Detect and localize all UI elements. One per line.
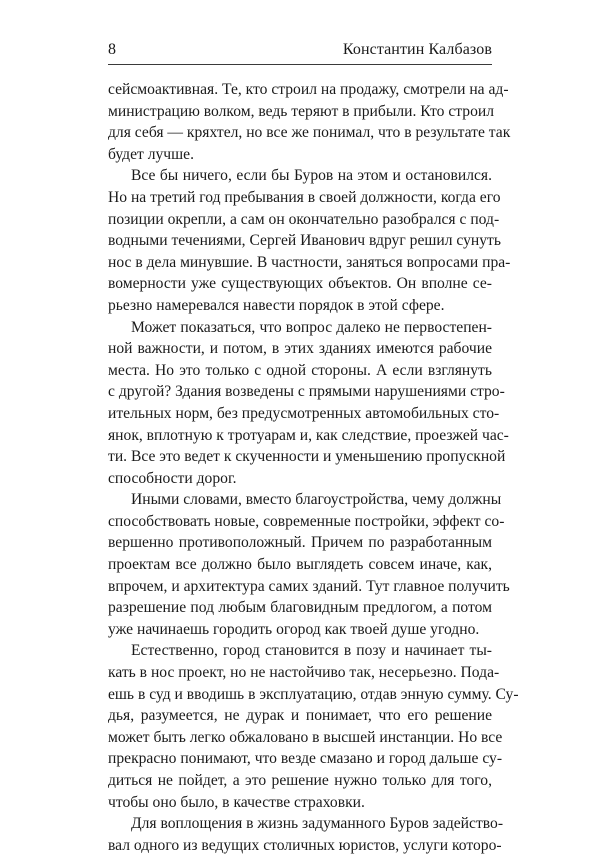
text-line: ной важности, и потом, в этих зданиях имеются рабочие [108, 340, 492, 358]
text-line: вал одного из ведущих столичных юристов, услуги которо- [108, 836, 502, 854]
text-line: Естественно, город становится в позу и начинает ты- [131, 642, 492, 660]
text-line: проектам все должно было выглядеть совсем иначе, как, [108, 556, 492, 574]
text-line: впрочем, и архитектура самих зданий. Тут главное получить [108, 577, 510, 595]
text-line: водными течениями, Сергей Иванович вдруг решил сунуть [108, 232, 501, 250]
text-line: ешь в суд и вводишь в эксплуатацию, отдав энную сумму. Су- [108, 685, 519, 703]
text-line: способствовать новые, современные постройки, эффект со- [108, 512, 505, 530]
text-line: для себя — кряхтел, но все же понимал, что в результате так [108, 124, 511, 142]
text-line: рьезно намеревался навести порядок в этой сфере. [108, 296, 445, 314]
text-line: ти. Все это ведет к скученности и уменьшению пропускной [108, 448, 506, 466]
text-line: ительных норм, без предусмотренных автомобильных сто- [108, 404, 500, 422]
page-header [108, 38, 492, 65]
text-line: Для воплощения в жизнь задуманного Буров задейство- [131, 815, 504, 833]
text-line: диться не пойдет, а это решение нужно только для того, [108, 772, 492, 789]
text-line: с другой? Здания возведены с прямыми нарушениями стро- [108, 383, 505, 401]
body-text [108, 79, 519, 856]
text-line: Все бы ничего, если бы Буров на этом и остановился. [131, 167, 492, 185]
running-head-author: Константин Калбазов [342, 41, 492, 58]
text-line: чтобы оно было, в качестве страховки. [108, 793, 365, 811]
text-line: Может показаться, что вопрос далеко не первостепен- [131, 318, 492, 336]
text-line: министрацию волком, ведь теряют в прибыли. Кто строил [108, 102, 494, 120]
text-line: Иными словами, вместо благоустройства, чему должны [131, 491, 502, 509]
text-line: вершенно противоположный. Причем по разработанным [108, 534, 492, 552]
text-line: будет лучше. [108, 145, 194, 163]
text-line: разрешение под любым благовидным предлогом, а потом [108, 599, 492, 617]
text-line: дья, разумеется, не дурак и понимает, что его решение [108, 707, 492, 725]
text-line: нос в дела минувшие. В частности, заняться вопросами пра- [108, 253, 511, 271]
text-line: позиции окрепли, а сам он окончательно разобрался с под- [108, 210, 500, 228]
text-line: янок, вплотную к тротуарам и, как следствие, проезжей час- [108, 426, 509, 444]
text-line: Но на третий год пребывания в своей должности, когда его [108, 188, 501, 206]
text-line: уже начинаешь городить огород как твоей душе угодно. [108, 620, 480, 638]
text-line: кать в нос проект, но не настойчиво так, несерьезно. Пода- [108, 664, 500, 682]
text-line: места. Но это только с одной стороны. А если взглянуть [108, 361, 492, 379]
text-line: сейсмоактивная. Те, кто строил на продажу, смотрели на ад- [108, 81, 509, 98]
text-line: вомерности уже существующих объектов. Он вполне се- [108, 275, 492, 293]
text-line: может быть легко обжаловано в высшей инстанции. Но все [108, 728, 503, 746]
text-line: прекрасно понимают, что везде смазано и город дальше су- [108, 750, 503, 768]
text-line: способности дорог. [108, 469, 237, 487]
page-number: 8 [108, 41, 116, 58]
